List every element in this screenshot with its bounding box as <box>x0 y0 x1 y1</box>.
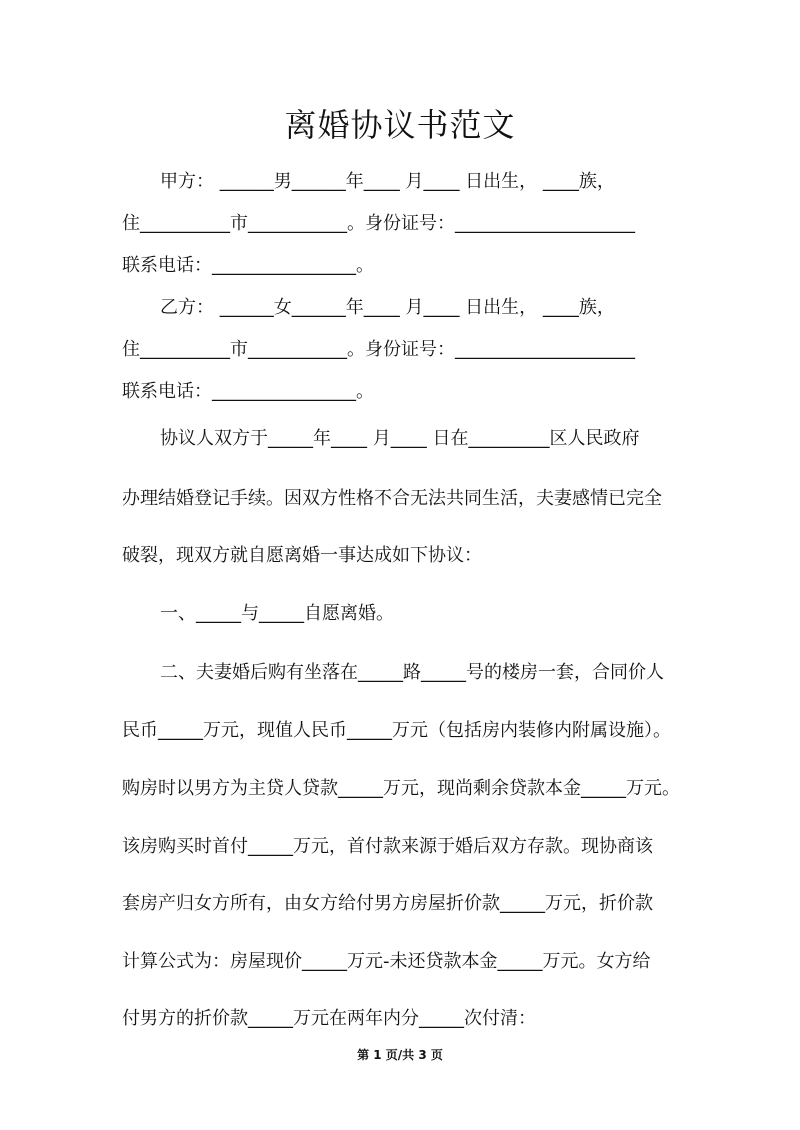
clause-two-line-1: 二、夫妻婚后购有坐落在_____路_____号的楼房一套，合同价人 <box>160 662 664 683</box>
marriage-registration-line-2: 办理结婚登记手续。因双方性格不合无法共同生活，夫妻感情已完全 <box>122 488 662 509</box>
party-a-address: 住__________市___________。身份证号：____________________ <box>122 213 635 234</box>
party-b-info: 乙方： ______女______年____ 月____ 日出生， ____族， <box>160 297 615 318</box>
clause-two-line-2: 民币_____万元，现值人民币_____万元（包括房内装修内附属设施）。 <box>122 720 671 741</box>
party-b-phone: 联系电话：________________。 <box>122 381 374 402</box>
clause-two-line-3: 购房时以男方为主贷人贷款_____万元，现尚剩余贷款本金_____万元。 <box>122 778 680 799</box>
party-a-info: 甲方： ______男______年____ 月____ 日出生， ____族， <box>160 171 615 192</box>
page-indicator: 第 1 页/共 3 页 <box>357 1048 443 1062</box>
party-b-address: 住__________市___________。身份证号：____________________ <box>122 339 635 360</box>
clause-two-line-4: 该房购买时首付_____万元，首付款来源于婚后双方存款。现协商该 <box>122 836 653 857</box>
clause-two-line-6: 计算公式为：房屋现价_____万元-未还贷款本金_____万元。女方给 <box>122 951 651 972</box>
marriage-registration-line-3: 破裂，现双方就自愿离婚一事达成如下协议： <box>122 545 482 566</box>
clause-two-line-5: 套房产归女方所有，由女方给付男方房屋折价款_____万元，折价款 <box>122 893 653 914</box>
clause-two-line-7: 付男方的折价款_____万元在两年内分_____次付清： <box>122 1008 536 1029</box>
marriage-registration-line-1: 协议人双方于_____年____ 月____ 日在_________区人民政府 <box>160 428 640 449</box>
party-a-phone: 联系电话：________________。 <box>122 255 374 276</box>
clause-one: 一、_____与_____自愿离婚。 <box>160 603 394 624</box>
document-title: 离婚协议书范文 <box>284 106 516 144</box>
